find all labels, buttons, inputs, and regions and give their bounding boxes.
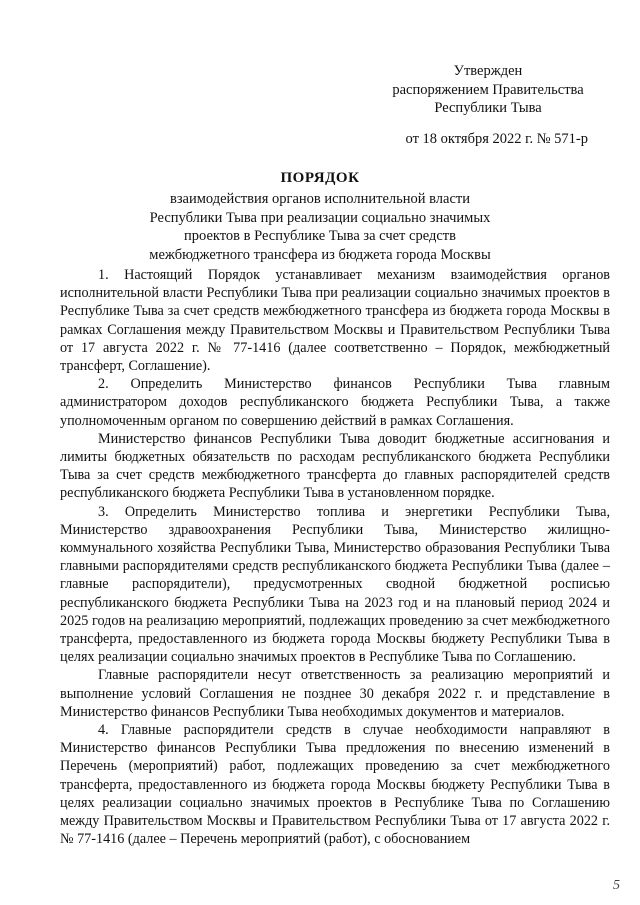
- approval-line-approved: Утвержден: [453, 63, 523, 79]
- subtitle-line: межбюджетного трансфера из бюджета города Москвы: [149, 246, 491, 263]
- subtitle-line: Республики Тыва при реализации социально значимых: [149, 209, 491, 226]
- approval-line-decree: распоряжением Правительства: [392, 81, 584, 98]
- document-body: [60, 266, 610, 849]
- paragraph-1: 1. Настоящий Порядок устанавливает механизм взаимодействия органов исполнительной власти Республики Тыва при реализации социально значимых проектов в Республике Тыва за счет средств межбюджетного трансфера из бюджета города Москвы в рамках Соглашения между Правительством Москвы и Правительством Республики Тыва от 17 августа 2022 г. № 77-1416 (далее соответственно – Порядок, межбюджетный трансферт, Соглашение).: [60, 267, 610, 375]
- paragraph-2: 2. Определить Министерство финансов Республики Тыва главным администратором доходов республиканского бюджета Республики Тыва, а также уполномоченным органом по совершению действий в рамках Соглашения.: [60, 376, 610, 429]
- document-title: ПОРЯДОК: [280, 170, 360, 186]
- document-subtitle: [120, 190, 520, 264]
- approval-line-republic: Республики Тыва: [434, 100, 542, 116]
- paragraph-3: 3. Определить Министерство топлива и энергетики Республики Тыва, Министерство здравоохранения Республики Тыва, Министерство жилищно-коммунального хозяйства Республики Тыва, Министерство образования Республики Тыва главными распорядителями средств республиканского бюджета Республики Тыва (далее – главные распорядители), предусмотренных сводной бюджетной росписью республиканского бюджета Республики Тыва на 2023 год и на плановый период 2024 и 2025 годов на реализацию мероприятий, подлежащих проведению за счет межбюджетного трансферта, предоставленного из бюджета города Москвы бюджету Республики Тыва в целях реализации социально значимых проектов в Республике Тыва по Соглашению.: [60, 503, 610, 666]
- approval-block: [388, 62, 588, 148]
- page-number: 5: [613, 878, 620, 893]
- paragraph-4: 4. Главные распорядители средств в случае необходимости направляют в Министерство финансов Республики Тыва предложения по внесению изменений в Перечень (мероприятий) работ, подлежащих проведению за счет межбюджетного трансферта, предоставленного из бюджета города Москвы бюджету Республики Тыва в целях реализации социально значимых проектов в Республике Тыва по Соглашению между Правительством Москвы и Правительством Республики Тыва от 17 августа 2022 г. № 77-1416 (далее – Перечень мероприятий (работ), с обоснованием: [60, 722, 610, 848]
- paragraph-2-cont: Министерство финансов Республики Тыва доводит бюджетные ассигнования и лимиты бюджетных обязательств по расходам республиканского бюджета Республики Тыва за счет средств межбюджетного трансферта до главных распорядителей средств республиканского бюджета Республики Тыва в установленном порядке.: [60, 430, 610, 502]
- subtitle-line: проектов в Республике Тыва за счет средств: [184, 228, 456, 244]
- paragraph-3-cont: Главные распорядители несут ответственность за реализацию мероприятий и выполнение условий Соглашения не позднее 30 декабря 2022 г. и представление в Министерство финансов Республики Тыва необходимых документов и материалов.: [60, 667, 610, 720]
- subtitle-line: взаимодействия органов исполнительной власти: [169, 191, 471, 207]
- order-reference: от 18 октября 2022 г. № 571-р: [405, 130, 588, 147]
